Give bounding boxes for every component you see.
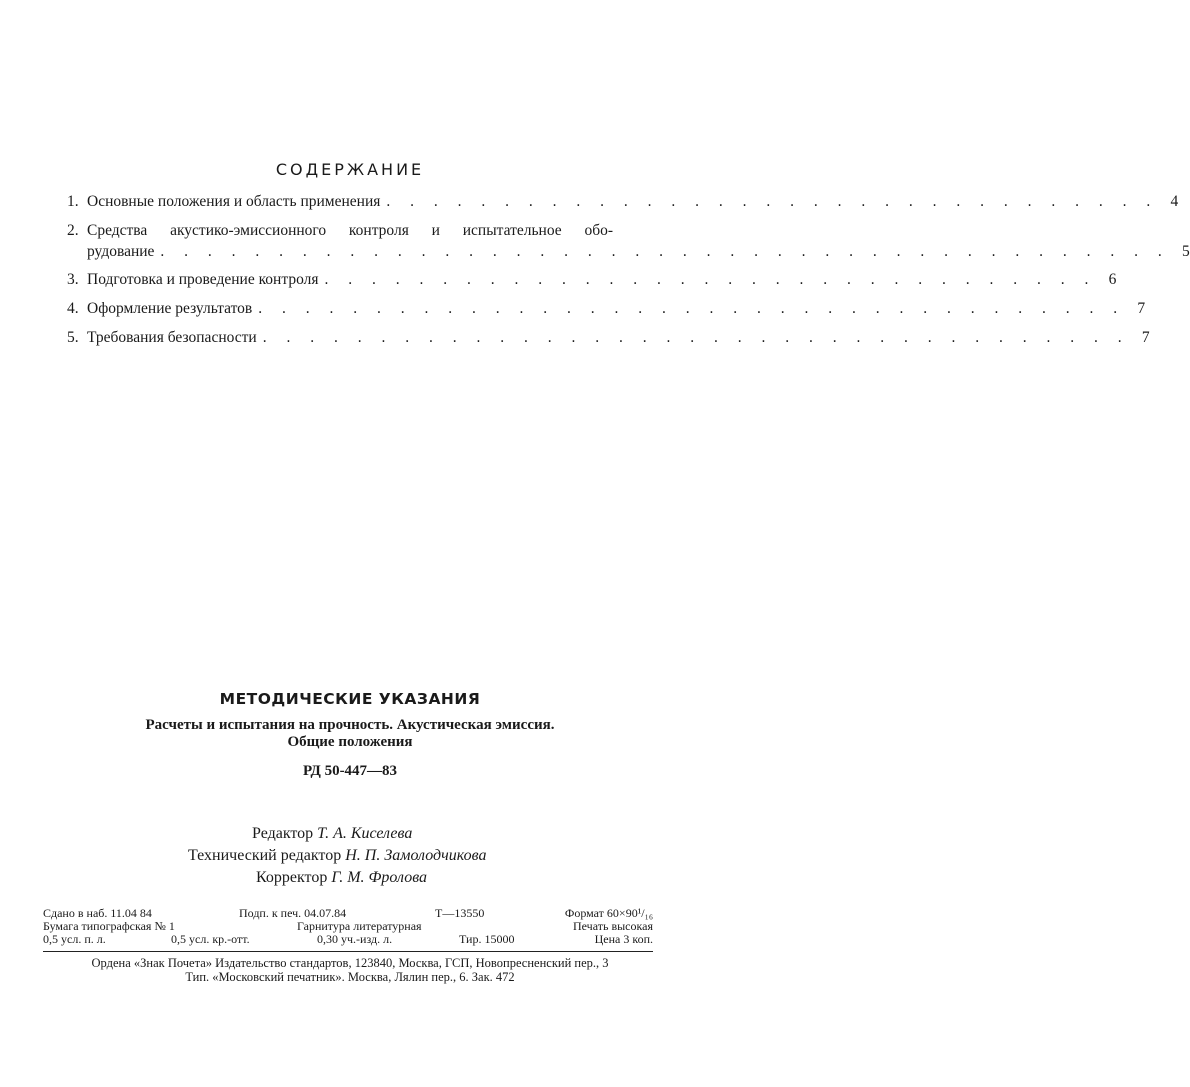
imprint-cell: 0,5 усл. кр.-отт. — [171, 932, 250, 946]
imprint-cell: Формат 60×90¹/₁₆ — [564, 906, 653, 920]
toc-item-title-continuation: рудование — [87, 243, 155, 260]
toc-item-title: Основные положения и область применения — [87, 193, 381, 210]
tech-editor-name: Н. П. Замолодчикова — [345, 847, 487, 864]
toc-item-number: 1. — [67, 193, 79, 210]
toc-item-number: 3. — [67, 271, 79, 288]
toc-item-title: Требования безопасности — [87, 329, 257, 346]
proofreader-role: Корректор — [256, 869, 328, 886]
imprint-cell: Гарнитура литературная — [297, 919, 422, 933]
imprint-row — [43, 933, 653, 946]
toc-item[interactable] — [67, 191, 1179, 212]
document-title-line: Расчеты и испытания на прочность. Акустическая эмиссия. — [145, 717, 555, 733]
toc-item-page: 5 — [1182, 243, 1190, 260]
editor-credit — [252, 823, 412, 845]
imprint-cell: 0,5 усл. п. л. — [43, 932, 106, 946]
imprint-cell: Бумага типографская № 1 — [43, 919, 175, 933]
toc-item-page: 4 — [1170, 193, 1179, 210]
document-title-line: Общие положения — [287, 734, 413, 750]
proofreader-name: Г. М. Фролова — [331, 869, 428, 886]
toc-heading: СОДЕРЖАНИЕ — [275, 160, 425, 179]
imprint-cell: Подп. к печ. 04.07.84 — [239, 906, 347, 920]
toc-item[interactable] — [67, 298, 1146, 319]
divider-rule — [43, 951, 653, 952]
imprint-cell: Сдано в наб. 11.04 84 — [43, 906, 152, 920]
imprint-cell: 0,30 уч.-изд. л. — [317, 932, 393, 946]
toc-item-number: 4. — [67, 300, 79, 317]
printer-line: Тип. «Московский печатник». Москва, Лялин пер., 6. Зак. 472 — [185, 970, 515, 984]
toc-item[interactable] — [67, 220, 1190, 262]
toc-item-page: 7 — [1141, 329, 1150, 346]
tech-editor-role: Технический редактор — [188, 847, 342, 864]
toc-leader-dots: . . . . . . . . . . . . . . . . . . . . . . . . . . . . . . . . . — [386, 193, 1159, 210]
toc-leader-dots: . . . . . . . . . . . . . . . . . . . . . . . . . . . . . . . . . . . . . — [262, 329, 1130, 346]
table-of-contents — [67, 191, 1190, 356]
toc-item-page: 7 — [1137, 300, 1146, 317]
toc-item-title: Подготовка и проведение контроля — [87, 271, 319, 288]
toc-leader-dots: . . . . . . . . . . . . . . . . . . . . . . . . . . . . . . . . . — [324, 271, 1097, 288]
toc-leader-dots: . . . . . . . . . . . . . . . . . . . . . . . . . . . . . . . . . . . . . . . . . . . — [160, 243, 1170, 260]
tech-editor-credit — [188, 845, 486, 867]
proofreader-credit — [256, 867, 427, 889]
toc-item-title: Средства акустико-эмиссионного контроля и испытательное обо- — [87, 222, 613, 239]
publisher-line: Ордена «Знак Почета» Издательство стандартов, 123840, Москва, ГСП, Новопресненский пер., 3 — [91, 956, 609, 970]
document-type-heading: МЕТОДИЧЕСКИЕ УКАЗАНИЯ — [219, 690, 481, 708]
imprint-cell: Тир. 15000 — [459, 932, 515, 946]
imprint-block — [43, 907, 653, 946]
document-title — [0, 717, 700, 751]
document-code: РД 50-447—83 — [302, 763, 398, 779]
editor-role: Редактор — [252, 825, 314, 842]
publisher-footer — [30, 956, 670, 984]
imprint-cell: Цена 3 коп. — [594, 932, 653, 946]
toc-leader-dots: . . . . . . . . . . . . . . . . . . . . . . . . . . . . . . . . . . . . . — [258, 300, 1126, 317]
toc-item[interactable] — [67, 269, 1117, 290]
editor-name: Т. А. Киселева — [317, 825, 413, 842]
imprint-cell: Т—13550 — [435, 906, 485, 920]
toc-item-number: 2. — [67, 222, 79, 239]
toc-item-page: 6 — [1108, 271, 1117, 288]
toc-item-title: Оформление результатов — [87, 300, 253, 317]
toc-item-number: 5. — [67, 329, 79, 346]
imprint-cell: Печать высокая — [572, 919, 653, 933]
toc-item[interactable] — [67, 327, 1150, 348]
